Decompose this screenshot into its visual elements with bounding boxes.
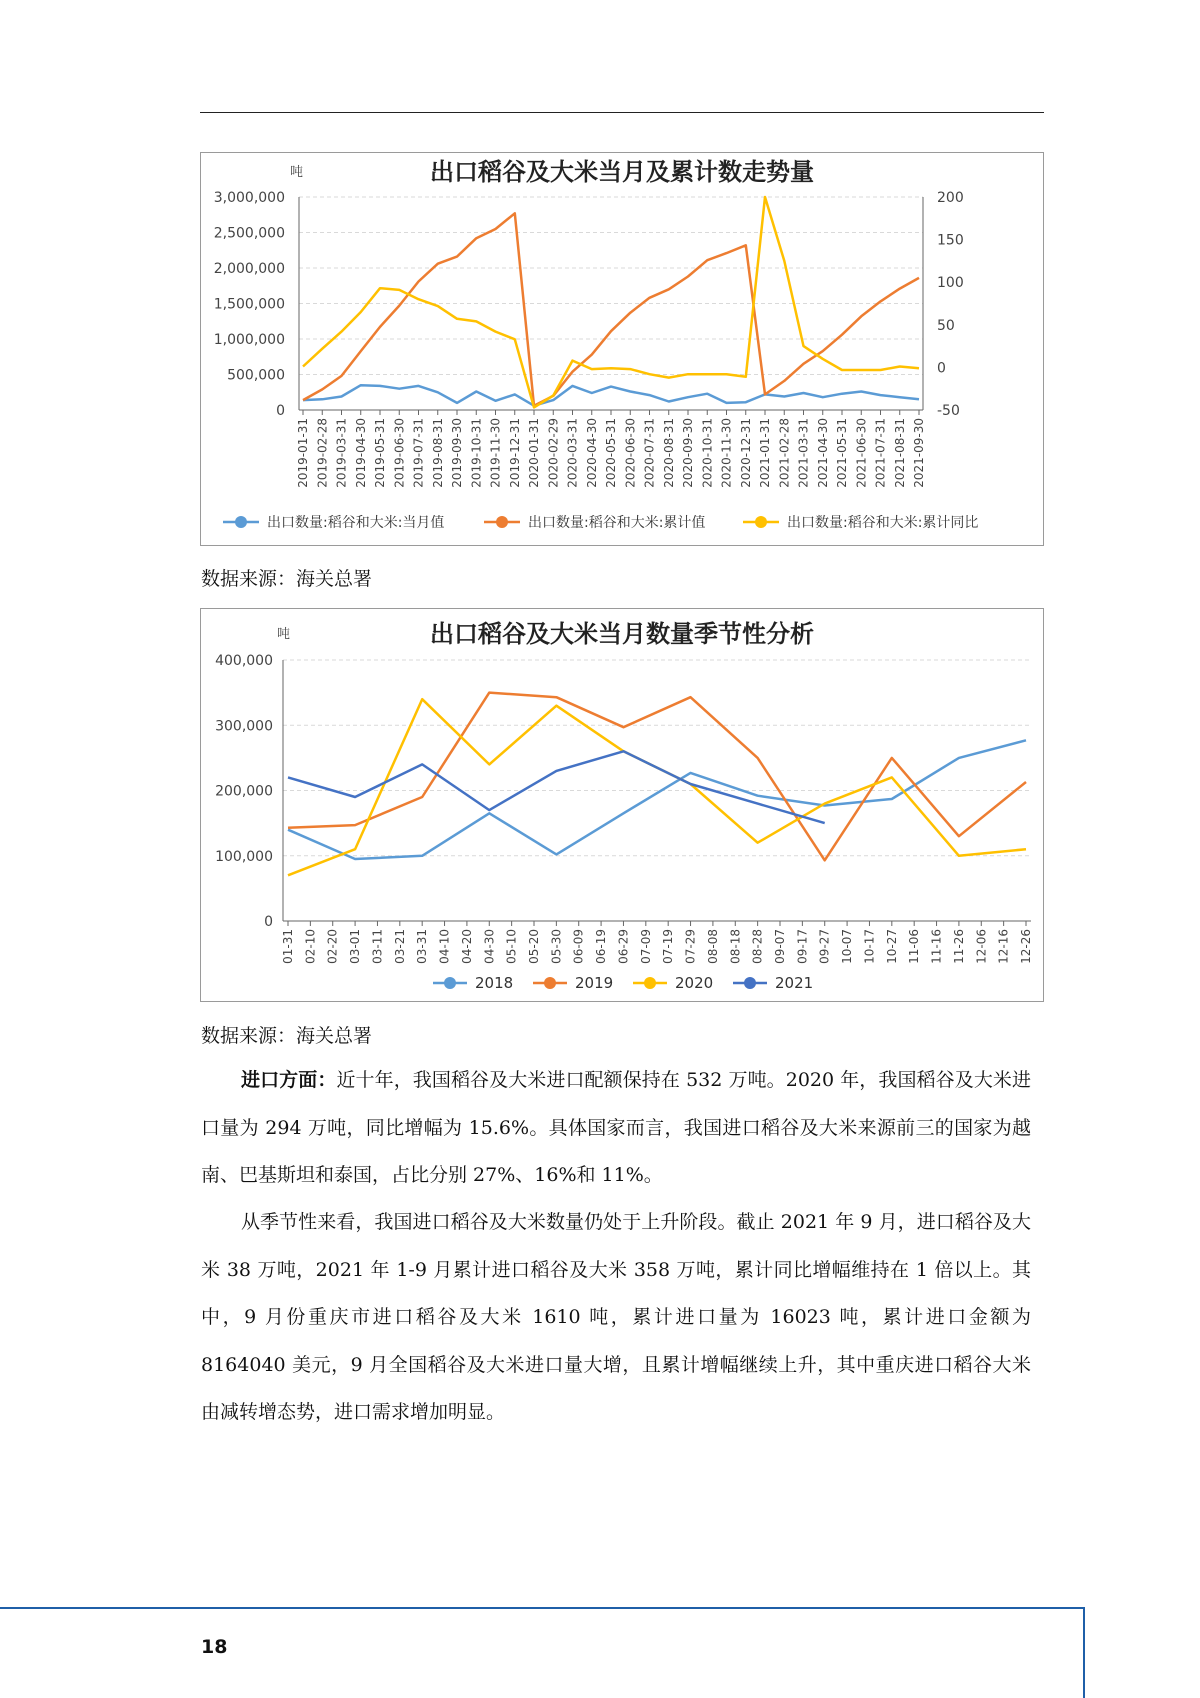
chart-seasonal-svg bbox=[201, 609, 1043, 1001]
x-tick-label: 2021-02-28 bbox=[777, 418, 792, 488]
x-tick-label: 12-16 bbox=[996, 929, 1011, 964]
paragraph-import bbox=[201, 1057, 1031, 1200]
x-tick-label: 2019-04-30 bbox=[353, 418, 368, 488]
series-line-2021 bbox=[288, 751, 825, 823]
chart-seasonal-source: 数据来源：海关总署 bbox=[201, 1025, 373, 1047]
series-line-3 bbox=[303, 197, 919, 407]
x-tick-label: 2019-10-31 bbox=[469, 418, 484, 488]
x-tick-label: 04-30 bbox=[482, 929, 497, 964]
y-tick-label: 400,000 bbox=[215, 653, 273, 669]
x-tick-label: 2019-05-31 bbox=[373, 418, 387, 488]
x-tick-label: 08-18 bbox=[728, 929, 743, 964]
chart-seasonal-title: 出口稻谷及大米当月数量季节性分析 bbox=[430, 620, 814, 648]
x-tick-label: 09-17 bbox=[795, 929, 810, 964]
x-tick-label: 11-26 bbox=[951, 929, 966, 964]
chart-trend bbox=[200, 152, 1044, 546]
x-tick-label: 03-11 bbox=[370, 929, 385, 964]
y-right-tick-label: 0 bbox=[937, 360, 946, 377]
legend-marker bbox=[235, 516, 247, 528]
x-tick-label: 05-10 bbox=[504, 929, 519, 964]
legend-label: 出口数量:稻谷和大米:累计同比 bbox=[787, 515, 979, 531]
x-tick-label: 2019-07-31 bbox=[411, 418, 426, 488]
x-tick-label: 09-27 bbox=[817, 929, 832, 964]
x-tick-label: 2019-09-30 bbox=[450, 418, 464, 488]
y-left-tick-label: 500,000 bbox=[227, 367, 285, 384]
chart-trend-source: 数据来源：海关总署 bbox=[201, 568, 373, 590]
paragraph-import-text: 近十年，我国稻谷及大米进口配额保持在 532 万吨。2020 年，我国稻谷及大米进口量为 294 万吨，同比增幅为 15.6%。具体国家而言，我国进口稻谷及大米来源前三的国家为越南、巴基斯坦和泰国，占比分别 27%、16%和 11%。 bbox=[201, 1069, 1031, 1186]
series-line-2 bbox=[303, 213, 919, 405]
x-tick-label: 03-21 bbox=[392, 929, 407, 964]
legend-label: 2019 bbox=[575, 974, 614, 992]
x-tick-label: 12-06 bbox=[974, 929, 989, 964]
x-tick-label: 2021-06-30 bbox=[854, 418, 869, 488]
y-right-tick-label: -50 bbox=[937, 403, 960, 419]
x-tick-label: 02-20 bbox=[325, 929, 340, 964]
legend-marker bbox=[544, 977, 556, 989]
legend-label: 出口数量:稻谷和大米:累计值 bbox=[528, 515, 706, 531]
x-tick-label: 05-20 bbox=[527, 929, 541, 964]
x-tick-label: 2019-06-30 bbox=[392, 418, 407, 488]
x-tick-label: 2021-03-31 bbox=[796, 418, 811, 488]
header-rule bbox=[200, 112, 1044, 113]
x-tick-label: 2020-06-30 bbox=[623, 418, 638, 488]
chart-trend-svg bbox=[201, 153, 1043, 545]
y-left-tick-label: 2,000,000 bbox=[213, 261, 285, 277]
x-tick-label: 2020-11-30 bbox=[719, 418, 734, 488]
x-tick-label: 06-09 bbox=[571, 929, 586, 964]
chart-trend-title: 出口稻谷及大米当月及累计数走势量 bbox=[430, 158, 814, 186]
x-tick-label: 2021-05-31 bbox=[835, 418, 849, 488]
x-tick-label: 2020-08-31 bbox=[661, 418, 676, 488]
footer-rule bbox=[0, 1607, 1085, 1609]
x-tick-label: 2019-11-30 bbox=[488, 418, 503, 488]
footer-rule-vertical bbox=[1083, 1607, 1085, 1698]
series-line-1 bbox=[303, 385, 919, 406]
legend-marker bbox=[755, 516, 767, 528]
series-line-2018 bbox=[288, 740, 1026, 859]
x-tick-label: 2021-01-31 bbox=[758, 418, 772, 488]
x-tick-label: 2021-08-31 bbox=[892, 418, 907, 488]
x-tick-label: 07-19 bbox=[661, 929, 676, 964]
y-tick-label: 0 bbox=[264, 914, 273, 930]
x-tick-label: 03-01 bbox=[348, 929, 363, 964]
x-tick-label: 03-31 bbox=[415, 929, 430, 964]
y-left-tick-label: 2,500,000 bbox=[213, 225, 285, 242]
y-right-tick-label: 150 bbox=[937, 232, 964, 249]
legend-marker bbox=[644, 977, 656, 989]
y-tick-label: 100,000 bbox=[215, 848, 273, 865]
x-tick-label: 2019-02-28 bbox=[315, 418, 330, 488]
y-tick-label: 300,000 bbox=[215, 718, 273, 735]
x-tick-label: 10-27 bbox=[884, 929, 899, 964]
x-tick-label: 10-17 bbox=[862, 929, 877, 964]
x-tick-label: 2020-03-31 bbox=[565, 418, 580, 488]
x-tick-label: 04-20 bbox=[459, 929, 474, 964]
x-tick-label: 08-28 bbox=[750, 929, 765, 964]
x-tick-label: 2019-08-31 bbox=[430, 418, 445, 488]
y-left-tick-label: 0 bbox=[276, 403, 285, 419]
x-tick-label: 2020-07-31 bbox=[642, 418, 657, 488]
y-tick-label: 200,000 bbox=[215, 783, 273, 800]
x-tick-label: 2019-03-31 bbox=[334, 418, 349, 488]
paragraph-seasonal bbox=[201, 1199, 1031, 1437]
x-tick-label: 04-10 bbox=[437, 929, 452, 964]
x-tick-label: 2021-09-30 bbox=[912, 418, 926, 488]
x-tick-label: 2021-07-31 bbox=[873, 418, 888, 488]
x-tick-label: 2020-12-31 bbox=[738, 418, 753, 488]
x-tick-label: 06-29 bbox=[616, 929, 631, 964]
x-tick-label: 2019-01-31 bbox=[296, 418, 310, 488]
x-tick-label: 08-08 bbox=[705, 929, 720, 964]
legend-label: 出口数量:稻谷和大米:当月值 bbox=[267, 515, 445, 531]
y-left-tick-label: 3,000,000 bbox=[213, 190, 285, 206]
x-tick-label: 10-07 bbox=[840, 929, 855, 964]
x-tick-label: 2019-12-31 bbox=[507, 418, 522, 488]
legend-label: 2018 bbox=[475, 974, 514, 992]
chart-trend-unit: 吨 bbox=[290, 165, 304, 180]
x-tick-label: 12-26 bbox=[1019, 929, 1033, 964]
x-tick-label: 2020-01-31 bbox=[527, 418, 541, 488]
x-tick-label: 2021-04-30 bbox=[815, 418, 830, 488]
legend-label: 2021 bbox=[775, 974, 814, 992]
x-tick-label: 07-09 bbox=[638, 929, 653, 964]
x-tick-label: 02-10 bbox=[303, 929, 318, 964]
x-tick-label: 01-31 bbox=[281, 929, 295, 964]
x-tick-label: 11-06 bbox=[907, 929, 922, 964]
y-left-tick-label: 1,000,000 bbox=[213, 332, 285, 348]
paragraph-import-lead: 进口方面： bbox=[241, 1069, 337, 1091]
legend-label: 2020 bbox=[675, 974, 714, 992]
chart-seasonal-unit: 吨 bbox=[277, 627, 291, 642]
y-left-tick-label: 1,500,000 bbox=[213, 296, 285, 313]
x-tick-label: 2020-05-31 bbox=[604, 418, 618, 488]
x-tick-label: 05-30 bbox=[549, 929, 564, 964]
y-right-tick-label: 50 bbox=[937, 317, 955, 334]
x-tick-label: 2020-02-29 bbox=[546, 418, 561, 488]
legend-marker bbox=[444, 977, 456, 989]
chart-seasonal bbox=[200, 608, 1044, 1002]
y-right-tick-label: 100 bbox=[937, 275, 964, 292]
legend-marker bbox=[496, 516, 508, 528]
x-tick-label: 2020-09-30 bbox=[681, 418, 695, 488]
paragraph-seasonal-text: 从季节性来看，我国进口稻谷及大米数量仍处于上升阶段。截止 2021 年 9 月，进口稻谷及大米 38 万吨，2021 年 1-9 月累计进口稻谷及大米 358 万吨，累计同比增幅维持在 1 倍以上。其中，9 月份重庆市进口稻谷及大米 1610 吨，累计进口量为 16023 吨，累计进口金额为 8164040 美元，9 月全国稻谷及大米进口量大增，且累计增幅继续上升，其中重庆进口稻谷大米由减转增态势，进口需求增加明显。 bbox=[201, 1211, 1031, 1423]
x-tick-label: 2020-10-31 bbox=[700, 418, 715, 488]
x-tick-label: 2020-04-30 bbox=[584, 418, 599, 488]
legend-marker bbox=[744, 977, 756, 989]
x-tick-label: 06-19 bbox=[594, 929, 609, 964]
x-tick-label: 11-16 bbox=[929, 929, 944, 964]
x-tick-label: 07-29 bbox=[683, 929, 698, 964]
x-tick-label: 09-07 bbox=[773, 929, 787, 964]
page-number: 18 bbox=[201, 1636, 228, 1658]
y-right-tick-label: 200 bbox=[937, 190, 964, 206]
